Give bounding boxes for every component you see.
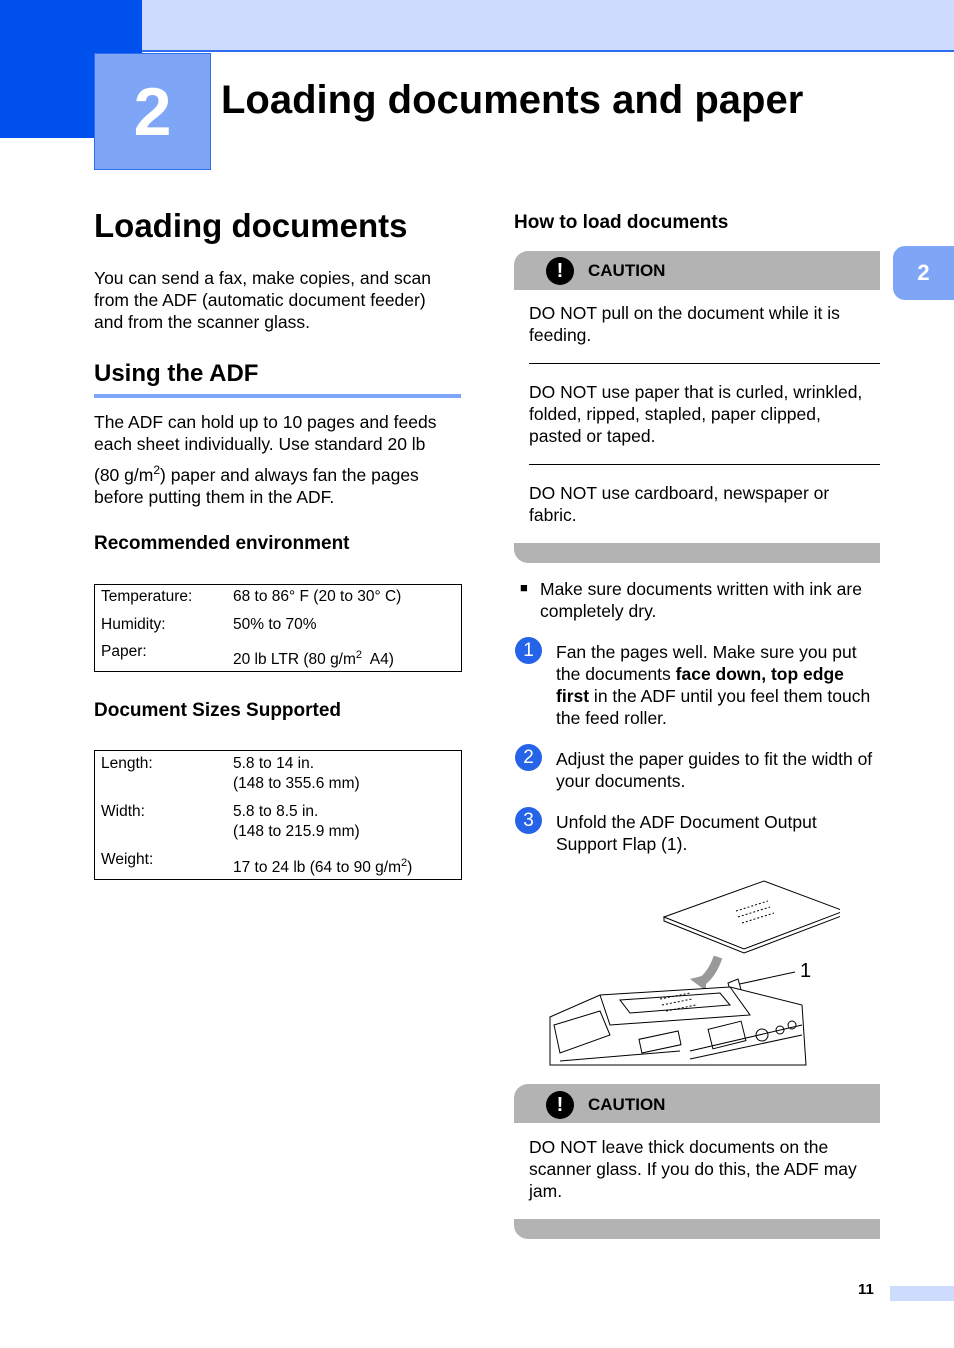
how-title: How to load documents [514, 212, 729, 233]
step-2-text: Adjust the paper guides to fit the width of your documents. [556, 749, 873, 791]
sizes-title: Document Sizes Supported [94, 700, 342, 721]
env-value-paper: 20 lb LTR (80 $g/m^2$ A4) [233, 649, 394, 669]
sizes-label-length: Length: [101, 755, 153, 772]
env-row-humidity: Humidity: [101, 616, 166, 633]
section-title: Loading documents [94, 207, 408, 244]
chapter-title: Loading documents and paper [221, 78, 804, 122]
sizes-value-weight: 17 to 24 lb (64 to 90 $g/m^2$) [233, 857, 413, 877]
section-intro: You can send a fax, make copies, and scan from the ADF (automatic document feeder) and from the scanner glass. [94, 268, 431, 332]
caution-divider [529, 464, 880, 465]
step-2-icon: 2 [515, 744, 542, 771]
caution-divider [529, 363, 880, 364]
caution-label: CAUTION [588, 1095, 666, 1114]
page-number: 11 [858, 1281, 874, 1298]
env-row-paper: Paper: [101, 643, 147, 660]
caution-item: DO NOT pull on the document while it is feeding. [529, 303, 840, 345]
step-3-text: Unfold the ADF Document Output Support Flap (1). [556, 812, 817, 854]
step-1-text: Fan the pages well. Make sure you put the documents face down, top edge first in the ADF until you feel them touch the feed roller. [556, 642, 871, 728]
env-row-temperature: Temperature: [101, 588, 193, 605]
header-band [142, 0, 954, 52]
sizes-label-weight: Weight: [101, 851, 154, 868]
chapter-number: 2 [94, 53, 211, 170]
caution-icon: ! [546, 1091, 574, 1119]
env-value-temperature: 68 to 86° F (20 to 30° C) [233, 588, 402, 605]
caution-footer [514, 543, 880, 563]
env-value-humidity: 50% to 70% [233, 616, 317, 633]
step-3-icon: 3 [515, 807, 542, 834]
sizes-label-width: Width: [101, 803, 145, 820]
adf-title: Using the ADF [94, 360, 259, 387]
bullet-square-icon: ■ [520, 580, 528, 595]
caution-label: CAUTION [588, 261, 666, 280]
bullet-text: Make sure documents written with ink are completely dry. [540, 579, 862, 621]
sizes-table [94, 750, 462, 880]
adf-title-rule [94, 394, 461, 398]
footer-bar [890, 1286, 954, 1301]
caution-footer [514, 1219, 880, 1239]
adf-body: The ADF can hold up to 10 pages and feeds each sheet individually. Use standard 20 lb (80 $g/m^2$) paper and always fan the pages before putting them in the ADF. [94, 412, 437, 507]
caution-item: DO NOT use cardboard, newspaper or fabric. [529, 483, 830, 525]
chapter-side-tab[interactable]: 2 [893, 246, 954, 300]
caution-text: DO NOT leave thick documents on the scanner glass. If you do this, the ADF may jam. [529, 1137, 857, 1201]
caution-item: DO NOT use paper that is curled, wrinkled, folded, ripped, stapled, paper clipped, pasted or taped. [529, 382, 863, 446]
step-1-icon: 1 [515, 637, 542, 664]
sizes-value-length: 5.8 to 14 in. (148 to 355.6 mm) [233, 755, 360, 792]
env-title: Recommended environment [94, 533, 350, 554]
figure-callout: 1 [800, 960, 812, 982]
caution-icon: ! [546, 257, 574, 285]
adf-flap-illustration [540, 875, 840, 1070]
env-table [94, 584, 462, 672]
sizes-value-width: 5.8 to 8.5 in. (148 to 215.9 mm) [233, 803, 360, 840]
